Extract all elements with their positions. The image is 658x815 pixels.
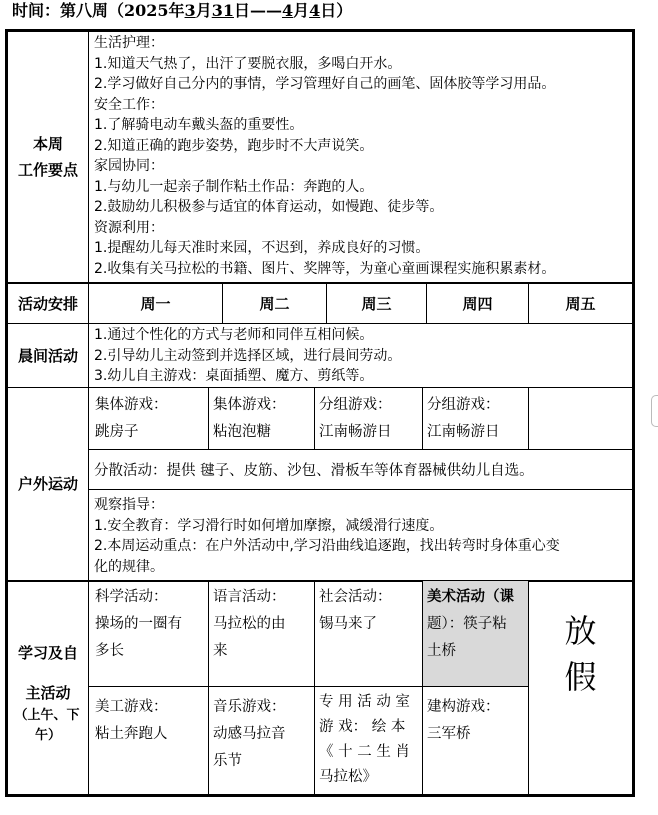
activity-line: 《 十 二 生 肖: [319, 744, 410, 760]
activity-line: 美工游戏：: [95, 699, 168, 715]
morning-line: 2.引导幼儿主动签到并选择区域，进行晨间劳动。: [94, 347, 402, 364]
focus-line: 生活护理：: [94, 35, 164, 51]
focus-line: 2.收集有关马拉松的书籍、图片、奖牌等，为童心童画课程实施积累素材。: [94, 260, 556, 277]
end-month: 4: [281, 1, 294, 20]
holiday-char: 放: [564, 612, 597, 650]
observe-line: 1.安全教育：学习滑行时如何增加摩擦，减缓滑行速度。: [94, 517, 444, 534]
focus-line: 资源利用：: [94, 219, 164, 236]
activity-line: 三军桥: [427, 726, 471, 742]
outdoor-game: [210, 392, 314, 446]
study-label-line: 主活动: [25, 684, 71, 702]
month-char: 月: [293, 1, 310, 20]
month-char: 月: [195, 1, 212, 20]
outdoor-label: 户外运动: [17, 475, 78, 493]
side-scroll-handle[interactable]: [651, 395, 658, 427]
game-title: 分组游戏：: [319, 397, 392, 413]
game-title: 集体游戏：: [213, 397, 286, 413]
game-title: 分组游戏：: [427, 397, 500, 413]
activity-line: 马拉松》: [319, 769, 377, 785]
focus-line: 1.知道天气热了，出汗了要脱衣服，多喝白开水。: [94, 55, 402, 72]
activity-line: 多长: [95, 643, 124, 659]
focus-line: 1.了解骑电动车戴头盔的重要性。: [94, 117, 304, 133]
study-activity-science: [92, 584, 208, 665]
observe-line: 2.本周运动重点：在户外活动中,学习沿曲线追逐跑，找出转弯时身体重心变: [94, 538, 560, 554]
holiday-char: 假: [564, 658, 597, 696]
friday-holiday: [529, 608, 632, 700]
activity-line: 游 戏： 绘 本: [319, 719, 406, 735]
focus-content: [94, 33, 628, 279]
focus-label-line: 本周: [32, 135, 63, 153]
morning-line: 3.幼儿自主游戏：桌面插塑、魔方、剪纸等。: [94, 368, 374, 384]
day-tuesday: 周二: [259, 295, 290, 313]
activity-line: 音乐游戏：: [213, 699, 286, 715]
study-label: [8, 582, 88, 794]
study-game-craft: [92, 694, 208, 748]
observe-line: 观察指导：: [94, 497, 164, 513]
activity-line: 题）：筷子粘: [427, 616, 507, 632]
game-title: 集体游戏：: [95, 397, 168, 413]
game-name: 江南畅游日: [427, 424, 500, 440]
study-game-music: [210, 694, 314, 775]
outdoor-game: [316, 392, 422, 446]
header-prefix: 时间：第八周（2025年: [12, 1, 185, 20]
day-friday: 周五: [565, 295, 596, 313]
study-label-line: 午）: [34, 728, 61, 743]
activity-line: 建构游戏：: [427, 699, 500, 715]
activity-line: 土桥: [427, 643, 456, 659]
schedule-label: 活动安排: [17, 294, 78, 313]
outdoor-game: [424, 392, 528, 446]
study-label-line: 学习及自: [17, 644, 78, 662]
dispersed-activity: 分散活动：提供 毽子、皮筋、沙包、滑板车等体育器械供幼儿自选。: [94, 463, 534, 479]
header-suffix: 日）: [320, 1, 353, 20]
focus-line: 2.知道正确的跑步姿势，跑步时不大声说笑。: [94, 137, 374, 154]
activity-line: 锡马来了: [319, 616, 377, 632]
activity-line: 专 用 活 动 室: [319, 694, 410, 710]
activity-line: 乐节: [213, 753, 242, 769]
week-header: [12, 0, 352, 22]
focus-label: [8, 32, 88, 282]
activity-line: 美术活动（课: [427, 589, 514, 605]
focus-line: 1.提醒幼儿每天准时来园，不迟到，养成良好的习惯。: [94, 240, 430, 256]
game-name: 江南畅游日: [319, 424, 392, 440]
study-game-room: [316, 690, 422, 790]
day-wednesday: 周三: [361, 295, 392, 313]
header-dash: 日——: [233, 1, 282, 20]
activity-line: 动感马拉音: [213, 726, 286, 742]
study-activity-art: [424, 584, 528, 665]
study-game-build: [424, 694, 528, 748]
study-activity-language: [210, 584, 314, 665]
focus-line: 2.学习做好自己分内的事情，学习管理好自己的画笔、固体胶等学习用品。: [94, 76, 556, 92]
activity-line: 语言活动：: [213, 589, 286, 605]
activity-line: 操场的一圈有: [95, 616, 182, 632]
activity-line: 科学活动：: [95, 589, 168, 605]
activity-line: 粘土奔跑人: [95, 726, 168, 742]
game-name: 粘泡泡糖: [213, 424, 271, 440]
activity-line: 马拉松的由: [213, 616, 286, 632]
activity-line: 社会活动：: [319, 589, 392, 605]
plan-table: [5, 29, 635, 797]
activity-line: 来: [213, 643, 228, 659]
start-day: 31: [211, 1, 234, 20]
game-name: 跳房子: [95, 424, 139, 440]
study-activity-social: [316, 584, 422, 638]
start-month: 3: [184, 1, 196, 20]
day-monday: 周一: [140, 295, 171, 313]
focus-line: 安全工作：: [94, 96, 164, 113]
morning-label: 晨间活动: [17, 346, 78, 365]
focus-label-line: 工作要点: [17, 161, 78, 179]
day-thursday: 周四: [462, 295, 493, 313]
study-label-line: （上午、下: [14, 708, 80, 723]
outdoor-game: [92, 392, 208, 446]
morning-line: 1.通过个性化的方式与老师和同伴互相问候。: [94, 327, 374, 343]
end-day: 4: [309, 1, 321, 20]
focus-line: 家园协同：: [94, 158, 164, 174]
focus-line: 1.与幼儿一起亲子制作粘土作品：奔跑的人。: [94, 178, 374, 195]
observe-line: 化的规律。: [94, 558, 164, 575]
observe-guidance: [94, 495, 630, 577]
focus-line: 2.鼓励幼儿积极参与适宜的体育运动，如慢跑、徒步等。: [94, 199, 444, 215]
morning-content: [94, 325, 628, 387]
